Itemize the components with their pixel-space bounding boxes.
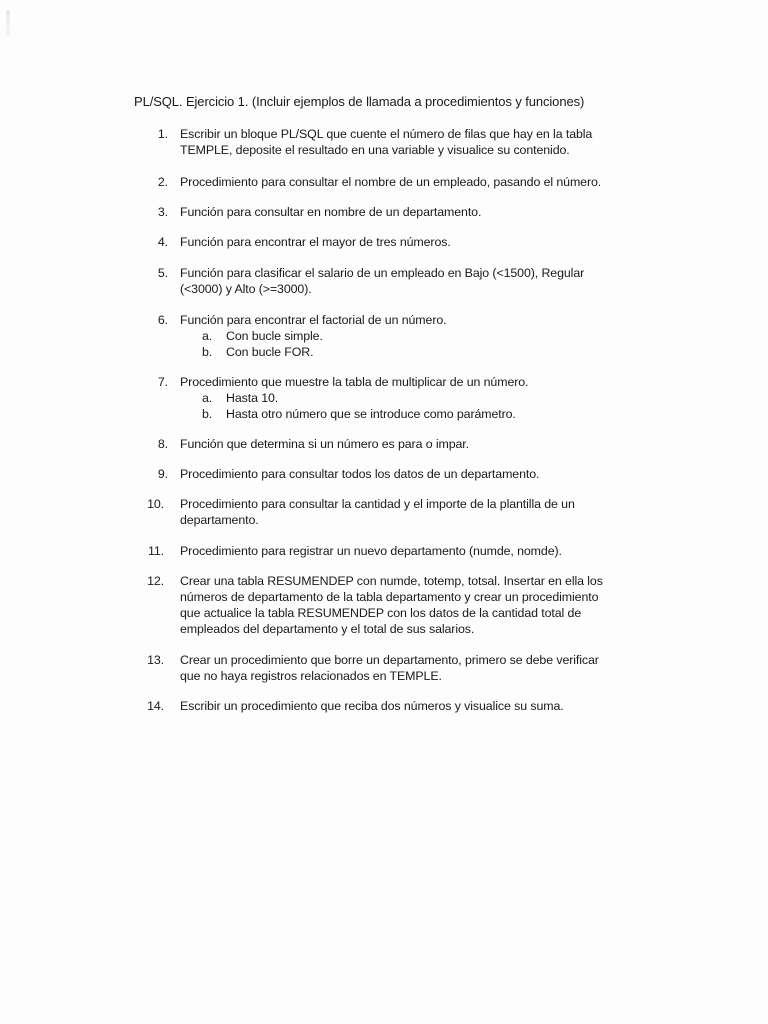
scan-artifact (6, 10, 10, 36)
exercise-number: 8. (157, 437, 168, 451)
exercise-subitems (180, 390, 680, 422)
exercise-number: 9. (157, 467, 168, 481)
subitem-letter: b. (202, 345, 213, 359)
exercise-item (150, 436, 680, 452)
exercise-number: 5. (157, 266, 168, 280)
subitem-letter: a. (202, 329, 213, 343)
exercise-number: 14. (147, 699, 164, 713)
exercise-number: 6. (157, 313, 168, 327)
subitem-text: Hasta 10. (226, 391, 279, 405)
exercise-item (150, 265, 680, 297)
exercise-subitem (202, 406, 680, 422)
exercise-text-line: Función para consultar en nombre de un departamento. (180, 205, 482, 219)
exercise-number: 13. (147, 653, 164, 667)
exercise-item (150, 204, 680, 220)
exercise-text-line: Crear una tabla RESUMENDEP con numde, totemp, totsal. Insertar en ella los (180, 574, 603, 588)
exercise-text-line: Procedimiento para consultar todos los datos de un departamento. (180, 467, 540, 481)
subitem-letter: a. (202, 391, 213, 405)
exercise-item (147, 496, 680, 528)
exercise-text-line: Función para encontrar el factorial de un número. (180, 313, 447, 327)
exercise-text-line: Función para clasificar el salario de un empleado en Bajo (<1500), Regular (180, 266, 585, 280)
subitem-letter: b. (202, 407, 213, 421)
subitem-text: Con bucle FOR. (226, 345, 314, 359)
exercise-item (147, 652, 680, 684)
exercise-text-line: que actualice la tabla RESUMENDEP con los datos de la cantidad total de (180, 606, 582, 620)
exercise-text-line: departamento. (180, 513, 259, 527)
exercise-text-line: Escribir un bloque PL/SQL que cuente el número de filas que hay en la tabla (180, 127, 593, 141)
exercise-text-line: TEMPLE, deposite el resultado en una variable y visualice su contenido. (180, 143, 570, 157)
exercise-number: 4. (157, 235, 168, 249)
exercise-subitem (202, 328, 680, 344)
exercise-number: 11. (147, 544, 164, 558)
exercise-item (150, 466, 680, 482)
exercise-text-line: Función para encontrar el mayor de tres números. (180, 235, 451, 249)
exercise-item (147, 573, 680, 637)
exercise-text-line: Crear un procedimiento que borre un departamento, primero se debe verificar (180, 653, 599, 667)
exercise-text-line: Procedimiento para consultar el nombre de un empleado, pasando el número. (180, 175, 602, 189)
exercise-number: 3. (157, 205, 168, 219)
exercise-item (150, 234, 680, 250)
exercise-list (147, 126, 680, 714)
exercise-number: 1. (157, 127, 168, 141)
exercise-item (150, 174, 680, 190)
exercise-number: 7. (157, 375, 168, 389)
exercise-item (150, 374, 680, 422)
exercise-text-line: (<3000) y Alto (>=3000). (180, 282, 312, 296)
exercise-subitem (202, 390, 680, 406)
exercise-item (147, 543, 680, 559)
exercise-number: 10. (147, 497, 164, 511)
exercise-number: 12. (147, 574, 164, 588)
exercise-subitem (202, 344, 680, 360)
exercise-text-line: Procedimiento que muestre la tabla de multiplicar de un número. (180, 375, 529, 389)
exercise-subitems (180, 328, 680, 360)
exercise-text-line: Escribir un procedimiento que reciba dos números y visualice su suma. (180, 699, 564, 713)
exercise-text-line: Función que determina si un número es para o impar. (180, 437, 469, 451)
document-title: PL/SQL. Ejercicio 1. (Incluir ejemplos de llamada a procedimientos y funciones) (134, 94, 585, 109)
exercise-text-line: empleados del departamento y el total de sus salarios. (180, 622, 475, 636)
exercise-text-line: que no haya registros relacionados en TEMPLE. (180, 669, 442, 683)
subitem-text: Con bucle simple. (226, 329, 323, 343)
exercise-item (150, 312, 680, 360)
subitem-text: Hasta otro número que se introduce como parámetro. (226, 407, 516, 421)
exercise-text-line: números de departamento de la tabla departamento y crear un procedimiento (180, 590, 599, 604)
exercise-text-line: Procedimiento para consultar la cantidad y el importe de la plantilla de un (180, 497, 575, 511)
exercise-item (150, 126, 680, 158)
exercise-item (147, 698, 680, 714)
exercise-text-line: Procedimiento para registrar un nuevo departamento (numde, nomde). (180, 544, 562, 558)
exercise-number: 2. (157, 175, 168, 189)
